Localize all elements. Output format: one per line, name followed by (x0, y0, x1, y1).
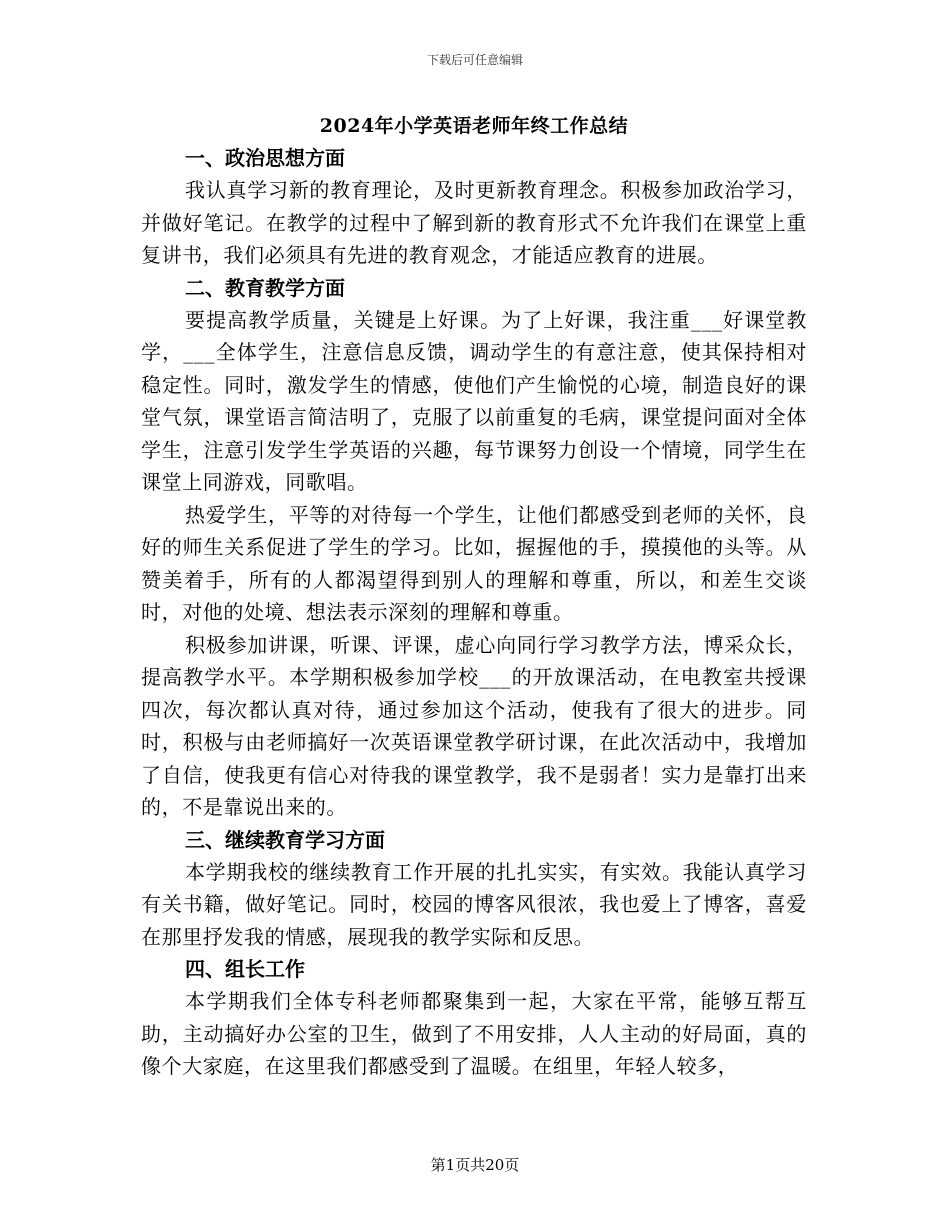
section-heading: 一、政治思想方面 (185, 146, 345, 170)
paragraph: 本学期我们全体专科老师都聚集到一起，大家在平常，能够互帮互助，主动搞好办公室的卫生，做到了不用安排，人人主动的好局面，真的像个大家庭，在这里我们都感受到了温暖。在组里，年轻人较多， (141, 989, 807, 1078)
section-heading: 二、教育教学方面 (185, 275, 345, 300)
section-group-leader (141, 953, 807, 1083)
section-teaching (141, 272, 807, 824)
document-title: 2024年小学英语老师年终工作总结 (319, 115, 629, 137)
paragraph: 本学期我校的继续教育工作开展的扎扎实实，有实效。我能认真学习有关书籍，做好笔记。同时，校园的博客风很浓，我也爱上了博客，喜爱在那里抒发我的情感，展现我的教学实际和反思。 (141, 859, 807, 949)
section-political-thought (141, 142, 807, 272)
page-number: 第1页共20页 (430, 1156, 520, 1174)
page-header-note: 下载后可任意编辑 (426, 53, 523, 67)
paragraph: 积极参加讲课，听课、评课，虚心向同行学习教学方法，博采众长，提高教学水平。本学期积极参加学校___的开放课活动，在电教室共授课四次，每次都认真对待，通过参加这个活动，使我有了很大的进步。同时，积极与由老师搞好一次英语课堂教学研讨课，在此次活动中，我增加了自信，使我更有信心对待我的课堂教学，我不是弱者！实力是靠打出来的，不是靠说出来的。 (141, 632, 807, 819)
paragraph: 我认真学习新的教育理论，及时更新教育理念。积极参加政治学习，并做好笔记。在教学的过程中了解到新的教育形式不允许我们在课堂上重复讲书，我们必须具有先进的教育观念，才能适应教育的进展。 (141, 178, 807, 267)
section-heading: 四、组长工作 (185, 957, 305, 981)
document-body (141, 110, 807, 1083)
section-continuing-education (141, 824, 807, 954)
section-heading: 三、继续教育学习方面 (185, 827, 385, 852)
paragraph: 热爱学生，平等的对待每一个学生，让他们都感受到老师的关怀，良好的师生关系促进了学生的学习。比如，握握他的手，摸摸他的头等。从赞美着手，所有的人都渴望得到别人的理解和尊重，所以，和差生交谈时，对他的处境、想法表示深刻的理解和尊重。 (141, 502, 807, 624)
paragraph: 要提高教学质量，关键是上好课。为了上好课，我注重___好课堂教学，___全体学生，注意信息反馈，调动学生的有意注意，使其保持相对稳定性。同时，激发学生的情感，使他们产生愉悦的心境，制造良好的课堂气氛，课堂语言简洁明了，克服了以前重复的毛病，课堂提问面对全体学生，注意引发学生学英语的兴趣，每节课努力创设一个情境，同学生在课堂上同游戏，同歌唱。 (141, 307, 807, 494)
